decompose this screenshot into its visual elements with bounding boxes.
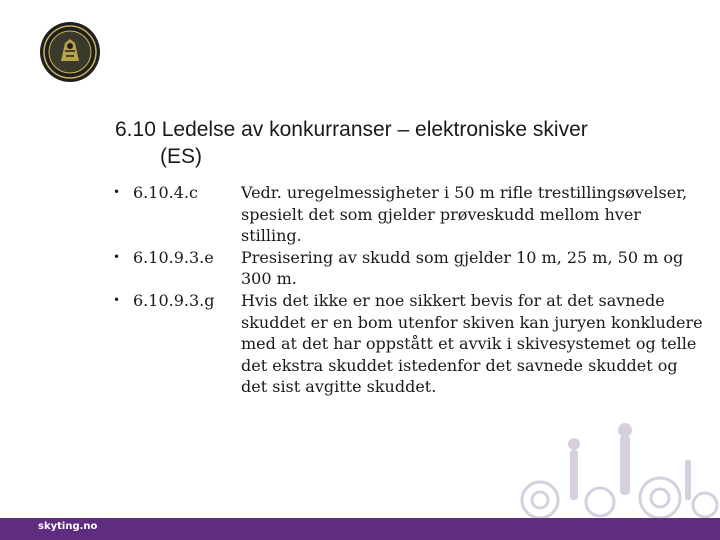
- rule-code: 6.10.9.3.e: [133, 247, 214, 267]
- slide-title: [115, 116, 695, 170]
- bullet-dot-icon: •: [113, 249, 121, 264]
- bullet-item: [113, 247, 703, 290]
- rule-code: 6.10.9.3.g: [133, 290, 215, 310]
- bullet-dot-icon: •: [113, 292, 121, 307]
- title-line-1: 6.10 Ledelse av konkurranser – elektroniske skiver: [115, 118, 588, 141]
- rule-text: Presisering av skudd som gjelder 10 m, 25 m, 50 m og 300 m.: [241, 247, 684, 289]
- bullet-dot-icon: •: [113, 185, 121, 199]
- rule-text: Hvis det ikke er noe sikkert bevis for at det savnede skuddet er en bom utenfor skiven kan juryen konkludere med at det har oppstått et avvik i skivesystemet og telle det ekstra skuddet istedenfor det savnede skuddet og det sist avgitte skuddet.: [241, 290, 703, 397]
- rule-code: 6.10.4.c: [133, 183, 198, 202]
- footer-brand: skyting.no: [38, 521, 98, 532]
- title-line-2: (ES): [160, 145, 202, 168]
- bullet-item: [113, 290, 703, 398]
- bullet-list: [113, 182, 703, 398]
- rule-text: Vedr. uregelmessigheter i 50 m rifle trestillingsøvelser, spesielt det som gjelder prøveskudd mellom hver stilling.: [241, 183, 688, 246]
- bullet-item: [113, 182, 703, 247]
- footer-bar: [0, 518, 720, 540]
- shooting-targets-artwork-icon: [500, 420, 720, 520]
- shooting-federation-seal-icon: [39, 21, 101, 83]
